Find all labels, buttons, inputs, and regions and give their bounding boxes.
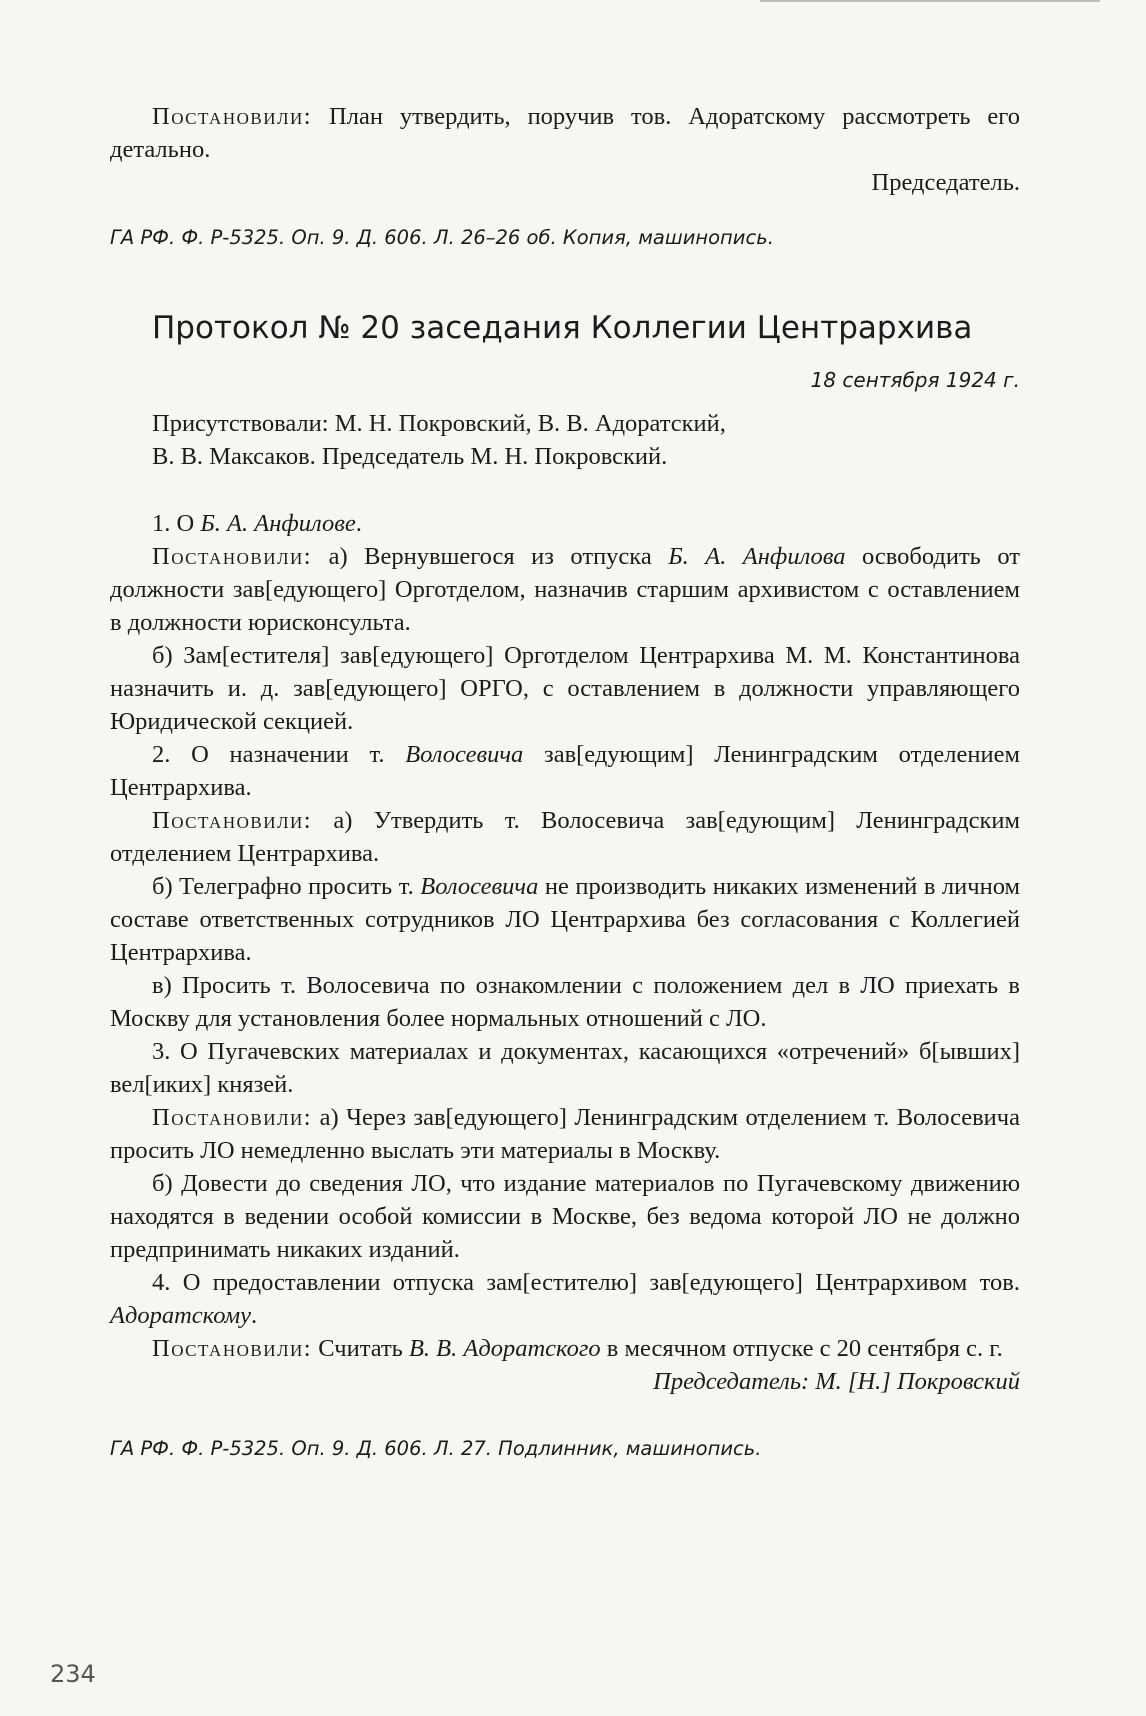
agenda-item-4 [110,1266,1020,1332]
resolution-4 [110,1332,1020,1365]
resolution-2a [110,804,1020,870]
person-name: Б. А. Анфилова [668,543,846,570]
resolution-1b: б) Зам[естителя] зав[едующего] Орготделом Центрархива М. М. Константинова назначить и. д. зав[едующего] ОРГО, с оставлением в должности управляющего Юридической секцией. [110,642,1020,735]
present-line-1: Присутствовали: М. Н. Покровский, В. В. Адоратский, [152,410,726,437]
item-text: б) Телеграфно просить т. [152,873,421,900]
person-name: Адоратскому [110,1302,252,1329]
top-rule [760,0,1100,2]
person-name: Волосевича [420,873,539,900]
document-page [110,100,1020,1465]
item-text: а) Вернувшегося из отпуска [312,543,669,570]
item-text: . [355,510,362,537]
resolution-3b: б) Довести до сведения ЛО, что издание материалов по Пугачевскому движению находятся в ведении особой комиссии в Москве, без ведома которой ЛО не должно предпринимать никаких изданий. [110,1170,1020,1263]
resolution-label: Постановили: [152,543,313,570]
resolution-label: Постановили: [152,1335,313,1362]
item-text: 1. О [152,510,201,537]
person-name: Волосевича [405,741,524,768]
present-line-2: В. В. Максаков. Председатель М. Н. Покровский. [152,443,668,470]
resolution-2b [110,870,1020,969]
decision-paragraph [110,100,1020,166]
item-text: освободить от должности зав[едующего] Орготделом, назначив старшим архивистом с оставлением в должности юрисконсульта. [110,543,1020,636]
resolution-label: Постановили: [152,1104,313,1131]
chairman-signature: Председатель. [871,169,1020,196]
resolution-3a [110,1101,1020,1167]
archive-source-2: ГА РФ. Ф. Р-5325. Оп. 9. Д. 606. Л. 27. Подлинник, машинопись. [110,1437,762,1460]
item-text: в месячном отпуске с 20 сентября с. г. [600,1335,1003,1362]
item-text: а) Через зав[едующего] Ленинградским отделением т. Волосевича просить ЛО немедленно выслать эти материалы в Москву. [110,1104,1020,1164]
protocol-title: Протокол № 20 заседания Коллегии Центрархива [152,310,973,346]
resolution-2c: в) Просить т. Волосевича по ознакомлении с положением дел в ЛО приехать в Москву для установления более нормальных отношений с ЛО. [110,972,1020,1032]
agenda-item-2 [110,738,1020,804]
page-number: 234 [50,1660,96,1688]
person-name: Б. А. Анфилове [200,510,356,537]
agenda-item-1 [110,507,1020,540]
item-text: 2. О назначении т. [152,741,406,768]
item-text: не производить никаких изменений в личном составе ответственных сотрудников ЛО Центрархива без согласования с Коллегией Центрархива. [110,873,1020,966]
resolution-1a [110,540,1020,639]
item-text: . [251,1302,258,1329]
agenda-item-3: 3. О Пугачевских материалах и документах, касающихся «отречений» б[ывших] вел[иких] князей. [110,1038,1020,1098]
item-text: Считать [312,1335,409,1362]
resolution-label: Постановили: [152,807,313,834]
decision-label: Постановили: [152,103,313,130]
protocol-date: 18 сентября 1924 г. [810,368,1020,392]
chairman-signature-full: Председатель: М. [Н.] Покровский [653,1368,1020,1395]
archive-source-1: ГА РФ. Ф. Р-5325. Оп. 9. Д. 606. Л. 26–26 об. Копия, машинопись. [110,226,774,249]
item-text: 4. О предоставлении отпуска зам[естителю] зав[едующего] Центрархивом тов. [152,1269,1020,1296]
person-name: В. В. Адоратского [408,1335,601,1362]
decision-text: План утвердить, поручив тов. Адоратскому рассмотреть его детально. [110,103,1020,163]
item-text: а) Утвердить т. Волосевича зав[едующим] Ленинградским отделением Центрархива. [110,807,1020,867]
item-text: зав[едующим] Ленинградским отделением Центрархива. [110,741,1020,801]
